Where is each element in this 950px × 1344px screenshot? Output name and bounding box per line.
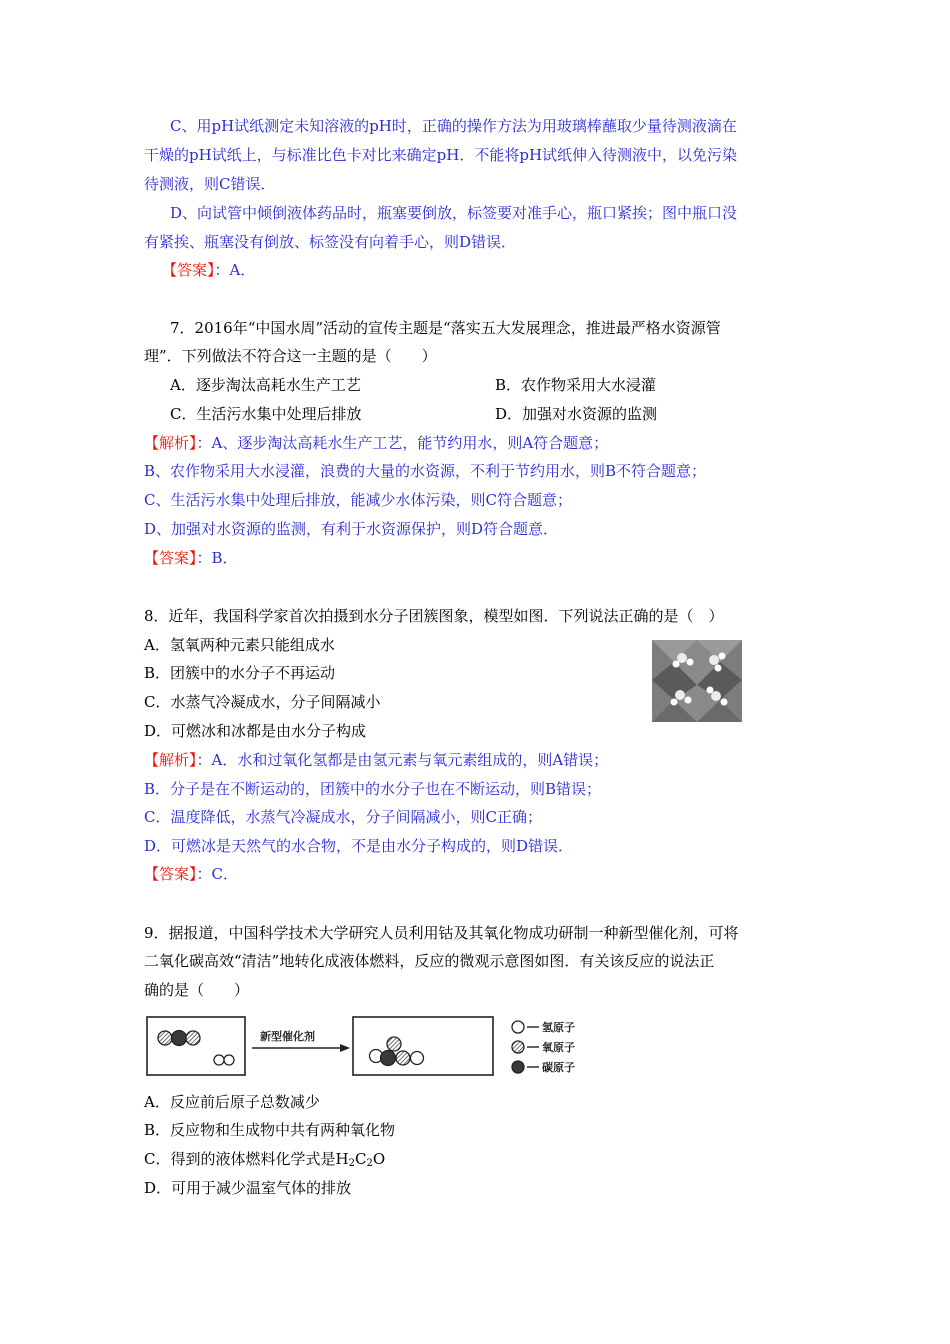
answer-tag: 【答案】	[144, 865, 197, 883]
water-cluster-image	[652, 640, 742, 722]
chemical-formula: $H_2C_2O$	[335, 1150, 386, 1169]
legend-oxygen-label: 氧原子	[542, 1041, 575, 1054]
q9-option-c: C．得到的液体燃料化学式是$H_2C_2O$	[144, 1150, 386, 1169]
q7-analysis-line-1: 【解析】：A、逐步淘汰高耗水生产工艺，能节约用水，则A符合题意；	[144, 434, 609, 452]
answer-value: ：B．	[196, 549, 238, 567]
analysis-tag: 【解析】	[144, 751, 197, 769]
analysis-d-line-2: 有紧挨、瓶塞没有倒放、标签没有向着手心，则D错误．	[144, 233, 517, 251]
legend-carbon-label: 碳原子	[542, 1061, 575, 1074]
q8-analysis-line-1: 【解析】：A．水和过氧化氢都是由氢元素与氧元素组成的，则A错误；	[144, 751, 609, 769]
analysis-c-line-1: C、用pH试纸测定未知溶液的pH时，正确的操作方法为用玻璃棒蘸取少量待测液滴在	[170, 117, 737, 135]
q7-option-b: B．农作物采用大水浸灌	[495, 376, 657, 394]
oxygen-atom-icon	[396, 1051, 410, 1065]
q7-analysis-line-2: B、农作物采用大水浸灌，浪费的大量的水资源，不利于节约用水，则B不符合题意；	[144, 462, 707, 480]
answer-tag: 【答案】	[144, 549, 197, 567]
q7-analysis-line-4: D、加强对水资源的监测，有利于水资源保护，则D符合题意．	[144, 520, 559, 538]
analysis-tag: 【解析】	[144, 434, 197, 452]
q8-option-b: B．团簇中的水分子不再运动	[144, 664, 336, 682]
carbon-atom-icon	[172, 1031, 187, 1046]
q8-stem: 8．近年，我国科学家首次拍摄到水分子团簇图象，模型如图．下列说法正确的是（ ）	[144, 607, 724, 625]
answer-value: ：C．	[196, 865, 238, 883]
q7-option-a: A．逐步淘汰高耗水生产工艺	[170, 376, 361, 394]
legend-hydrogen-icon	[512, 1021, 524, 1033]
answer-value: ：A．	[214, 261, 256, 279]
q8-analysis-line-4: D．可燃冰是天然气的水合物，不是由水分子构成的，则D错误．	[144, 837, 574, 855]
q9-option-b: B．反应物和生成物中共有两种氧化物	[144, 1121, 396, 1139]
q9-option-d: D．可用于减少温室气体的排放	[144, 1179, 352, 1197]
analysis-c-line-2: 干燥的pH试纸上，与标准比色卡对比来确定pH．不能将pH试纸伸入待测液中，以免污染	[144, 146, 738, 164]
q8-option-a: A．氢氧两种元素只能组成水	[144, 636, 335, 654]
q7-option-d: D．加强对水资源的监测	[495, 405, 658, 423]
catalyst-label: 新型催化剂	[260, 1030, 315, 1043]
hydrogen-atom-icon	[411, 1052, 424, 1065]
legend-carbon-icon	[512, 1061, 524, 1073]
q8-analysis-line-2: B．分子是在不断运动的，团簇中的水分子也在不断运动，则B错误；	[144, 780, 602, 798]
analysis-d-line-1: D、向试管中倾倒液体药品时，瓶塞要倒放，标签要对准手心，瓶口紧挨；图中瓶口没	[170, 204, 738, 222]
q9-stem-line-1: 9．据报道，中国科学技术大学研究人员利用钴及其氧化物成功研制一种新型催化剂，可将	[144, 924, 739, 942]
analysis-c-line-3: 待测液，则C错误．	[144, 175, 276, 193]
q9-stem-line-3: 确的是（ ）	[144, 981, 250, 999]
carbon-atom-icon	[381, 1051, 396, 1066]
legend-hydrogen-label: 氢原子	[542, 1021, 575, 1034]
oxygen-atom-icon	[387, 1037, 401, 1051]
arrow-icon	[340, 1044, 350, 1052]
oxygen-atom-icon	[158, 1031, 172, 1045]
q8-option-c: C．水蒸气冷凝成水，分子间隔减小	[144, 693, 381, 711]
q7-analysis-line-3: C、生活污水集中处理后排放，能减少水体污染，则C符合题意；	[144, 491, 572, 509]
hydrogen-atom-icon	[214, 1055, 224, 1065]
q7-stem-line-1: 7．2016年“中国水周”活动的宣传主题是“落实五大发展理念，推进最严格水资源管	[170, 319, 721, 337]
answer-line-q6	[162, 260, 255, 280]
q9-stem-line-2: 二氧化碳高效“清洁”地转化成液体燃料，反应的微观示意图如图．有关该反应的说法正	[144, 952, 715, 970]
reaction-diagram	[144, 1014, 604, 1080]
oxygen-atom-icon	[186, 1031, 200, 1045]
answer-tag: 【答案】	[162, 261, 215, 279]
q8-option-d: D．可燃冰和冰都是由水分子构成	[144, 722, 367, 740]
q8-answer-line	[144, 864, 238, 884]
hydrogen-atom-icon	[224, 1055, 234, 1065]
q9-option-a: A．反应前后原子总数减少	[144, 1093, 320, 1111]
legend-oxygen-icon	[512, 1041, 524, 1053]
q7-option-c: C．生活污水集中处理后排放	[170, 405, 362, 423]
q7-answer-line	[144, 548, 238, 568]
q7-stem-line-2: 理”．下列做法不符合这一主题的是（ ）	[144, 347, 437, 365]
q8-analysis-line-3: C．温度降低，水蒸气冷凝成水，分子间隔减小，则C正确；	[144, 808, 542, 826]
